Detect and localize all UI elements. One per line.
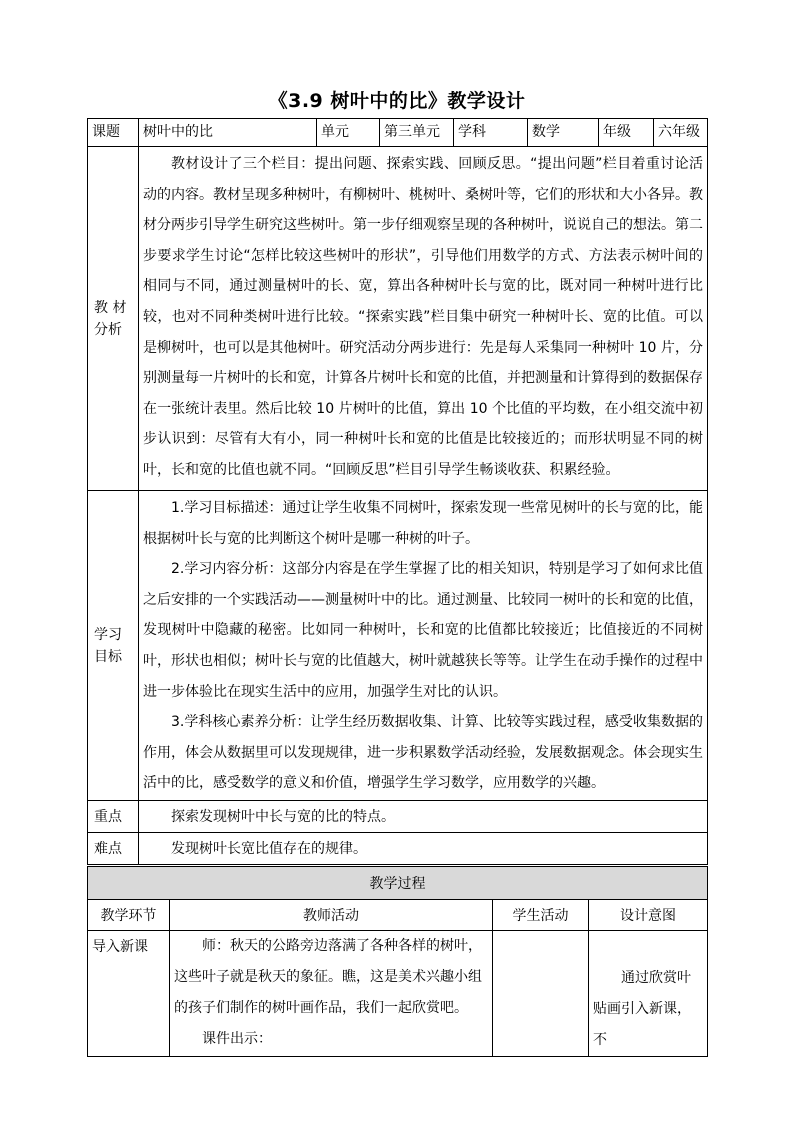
objectives-label-line1: 学习 (94, 626, 122, 643)
column-stage: 教学环节 (88, 900, 170, 931)
objectives-content (139, 491, 708, 801)
lesson-info-table (87, 118, 708, 865)
difficulty-label: 难点 (88, 833, 139, 865)
unit-value: 第三单元 (380, 119, 454, 147)
stage-intro: 导入新课 (88, 931, 170, 1057)
topic-label: 课题 (88, 119, 139, 147)
column-student: 学生活动 (493, 900, 589, 931)
column-teacher: 教师活动 (170, 900, 493, 931)
objectives-label-line2: 目标 (94, 648, 122, 665)
analysis-text: 教材设计了三个栏目：提出问题、探索实践、回顾反思。“提出问题”栏目着重讨论活动的内容。教材呈现多种树叶，有柳树叶、桃树叶、桑树叶等，它们的形状和大小各异。教材分两步引导学生研究这些树叶。第一步仔细观察呈现的各种树叶，说说自己的想法。第二步要求学生讨论“怎样比较这些树叶的形状”，引导他们用数学的方式、方法表示树叶间的相同与不同，通过测量树叶的长、宽，算出各种树叶长与宽的比，既对同一种树叶进行比较，也对不同种类树叶进行比较。“探索实践”栏目集中研究一种树叶长、宽的比值。可以是柳树叶，也可以是其他树叶。研究活动分两步进行：先是每人采集同一种树叶 10 片，分别测量每一片树叶的长和宽，计算各片树叶长和宽的比值，并把测量和计算得到的数据保存在一张统计表里。然后比较 10 片树叶的比值，算出 10 个比值的平均数，在小组交流中初步认识到：尽管有大有小，同一种树叶长和宽的比值是比较接近的；而形状明显不同的树叶，长和宽的比值也就不同。“回顾反思”栏目引导学生畅谈收获、积累经验。 (143, 156, 703, 478)
key-point-content (139, 801, 708, 833)
analysis-label-line1: 教 材 (94, 299, 127, 316)
key-point-text: 探索发现树叶中长与宽的比的特点。 (171, 808, 395, 825)
grade-label: 年级 (599, 119, 654, 147)
objectives-label (88, 491, 139, 801)
analysis-content (139, 147, 708, 491)
design-intent (589, 931, 708, 1057)
objective-item: 3.学科核心素养分析：让学生经历数据收集、计算、比较等实践过程，感受收集数据的作用，体会从数据里可以发现规律，进一步积累数学活动经验，发展数据观念。体会现实生活中的比，感受数学的意义和价值，增强学生学习数学，应用数学的兴趣。 (143, 714, 703, 792)
analysis-label (88, 147, 139, 491)
subject-value: 数学 (528, 119, 599, 147)
teaching-process-table (87, 866, 708, 1057)
teacher-activity-text: 课件出示： (202, 1031, 272, 1047)
subject-label: 学科 (454, 119, 528, 147)
difficulty-text: 发现树叶长宽比值存在的规律。 (171, 840, 367, 857)
student-activity (493, 931, 589, 1057)
objective-item: 1.学习目标描述：通过让学生收集不同树叶，探索发现一些常见树叶的长与宽的比，能根据树叶长与宽的比判断这个树叶是哪一种树的叶子。 (143, 500, 703, 547)
difficulty-content (139, 833, 708, 865)
teacher-activity (170, 931, 493, 1057)
grade-value: 六年级 (654, 119, 708, 147)
key-point-label: 重点 (88, 801, 139, 833)
analysis-label-line2: 分析 (94, 321, 122, 338)
process-header: 教学过程 (88, 867, 708, 900)
column-intent: 设计意图 (589, 900, 708, 931)
objective-item: 2.学习内容分析：这部分内容是在学生掌握了比的相关知识，特别是学习了如何求比值之后安排的一个实践活动——测量树叶中的比。通过测量、比较同一树叶的长和宽的比值，发现树叶中隐藏的秘密。比如同一种树叶，长和宽的比值都比较接近；比值接近的不同树叶，形状也相似；树叶长与宽的比值越大，树叶就越狭长等等。让学生在动手操作的过程中进一步体验比在现实生活中的应用，加强学生对比的认识。 (143, 561, 703, 700)
unit-label: 单元 (317, 119, 380, 147)
teacher-activity-text: 师：秋天的公路旁边落满了各种各样的树叶，这些叶子就是秋天的象征。瞧，这是美术兴趣小组的孩子们制作的树叶画作品，我们一起欣赏吧。 (174, 938, 482, 1016)
document-title: 《3.9 树叶中的比》教学设计 (268, 90, 526, 112)
topic-value: 树叶中的比 (139, 119, 317, 147)
design-intent-text: 通过欣赏叶贴画引入新课，不 (593, 970, 691, 1048)
